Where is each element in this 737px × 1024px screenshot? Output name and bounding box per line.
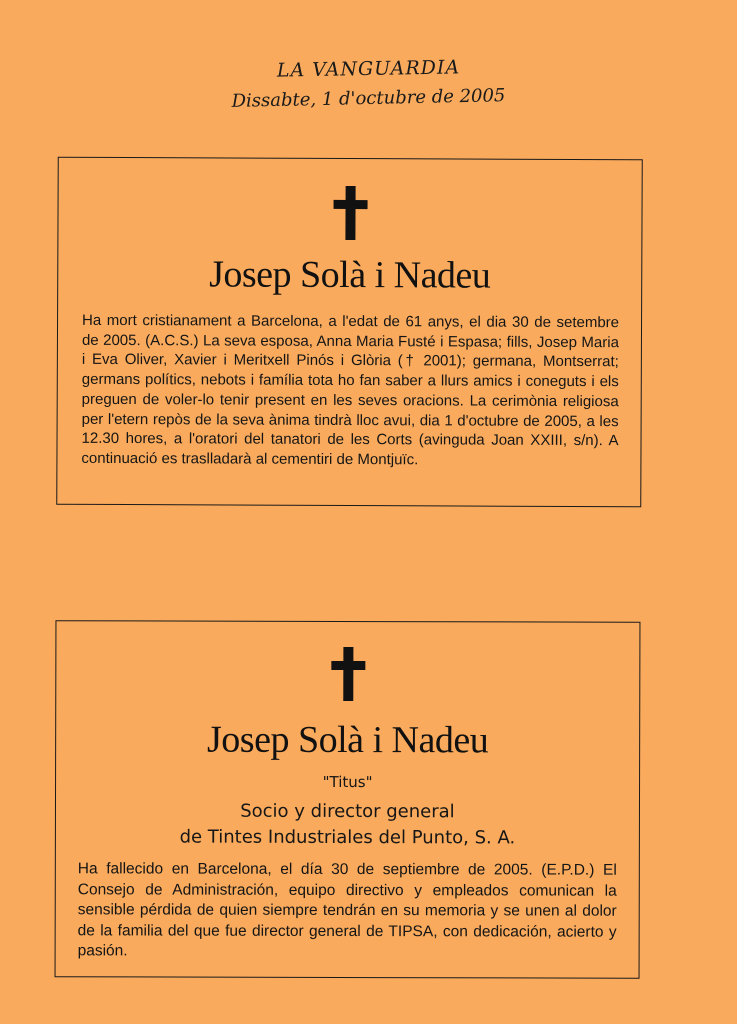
nickname: "Titus" bbox=[322, 772, 373, 792]
role-title: Socio y director general bbox=[240, 800, 455, 823]
deceased-name: Josep Solà i Nadeu bbox=[209, 253, 491, 297]
cross-icon bbox=[333, 186, 367, 240]
notice-text: Ha fallecido en Barcelona, el día 30 de septiembre de 2005. (E.P.D.) El Consejo de Administración, equipo directivo y empleados comunican la sensible pérdida de quien siempre tendrán en su memoria y se unen al dolor de la familia del que fue director general de TIPSA, con dedicación, acierto y pasión. bbox=[77, 860, 617, 960]
obituary-notice-family bbox=[56, 157, 643, 508]
cross-icon bbox=[331, 647, 365, 701]
deceased-name: Josep Solà i Nadeu bbox=[206, 718, 489, 762]
company-name: de Tintes Industriales del Punto, S. A. bbox=[179, 826, 516, 849]
publication-date: Dissabte, 1 d'octubre de 2005 bbox=[231, 85, 506, 112]
notice-text: Ha mort cristianament a Barcelona, a l'edat de 61 anys, el dia 30 de setembre de 2005. (A.C.S.) La seva esposa, Anna Maria Fusté i Espasa; fills, Josep Maria i Eva Oliver, Xavier i Meritxell Pinós i Glòria († 2001); germana, Montserrat; germans polítics, nebots i família tota ho fan saber a llurs amics i coneguts i els preguen de voler-lo tenir present en les seves oracions. La cerimònia religiosa per l'etern repòs de la seva ànima tindrà lloc avui, dia 1 d'octubre de 2005, a les 12.30 hores, a l'oratori del tanatori de les Corts (avinguda Joan XXIII, s/n). A continuació es traslladarà al cementiri de Montjuïc. bbox=[81, 311, 620, 469]
obituary-notice-company bbox=[55, 620, 641, 979]
newspaper-name: LA VANGUARDIA bbox=[276, 56, 461, 82]
